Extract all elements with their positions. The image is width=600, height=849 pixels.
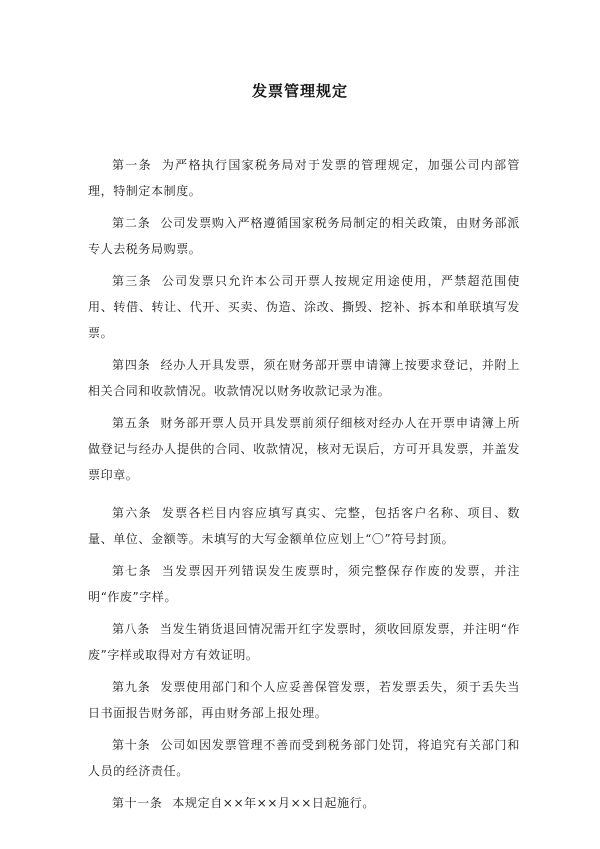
article-text: 本规定自××年××月××日起施行。: [172, 796, 375, 810]
article-8: [88, 616, 520, 668]
article-9: [88, 674, 520, 726]
article-number: 第八条: [112, 622, 150, 636]
article-number: 第二条: [112, 216, 151, 230]
article-text: 为严格执行国家税务局对于发票的管理规定，加强公司内部管理，特制定本制度。: [88, 158, 520, 198]
article-text: 当发票因开列错误发生废票时，须完整保存作废的发票，并注明“作废”字样。: [88, 564, 520, 604]
article-6: [88, 500, 520, 552]
article-1: [88, 152, 520, 204]
article-4: [88, 352, 520, 404]
document-title: 发票管理规定: [251, 82, 348, 100]
article-text: 公司发票只允许本公司开票人按规定用途使用，严禁超范围使用、转借、转让、代开、买卖、伪造、涂改、撕毁、挖补、拆本和单联填写发票。: [88, 274, 520, 340]
article-3: [88, 268, 520, 346]
article-text: 公司如因发票管理不善而受到税务部门处罚，将追究有关部门和人员的经济责任。: [88, 738, 520, 778]
article-number: 第十条: [112, 738, 151, 752]
article-text: 发票各栏目内容应填写真实、完整，包括客户名称、项目、数量、单位、金额等。未填写的大写金额单位应划上“〇”符号封顶。: [88, 506, 520, 546]
article-number: 第四条: [112, 358, 151, 372]
article-2: [88, 210, 520, 262]
article-number: 第九条: [112, 680, 151, 694]
article-number: 第六条: [112, 506, 152, 520]
article-number: 第三条: [112, 274, 152, 288]
article-text: 发票使用部门和个人应妥善保管发票，若发票丢失，须于丢失当日书面报告财务部，再由财务部上报处理。: [88, 680, 520, 720]
article-11: [88, 790, 520, 816]
article-10: [88, 732, 520, 784]
article-text: 当发生销货退回情况需开红字发票时，须收回原发票，并注明“作废”字样或取得对方有效证明。: [88, 622, 520, 662]
article-5: [88, 410, 520, 488]
article-list: [88, 152, 520, 822]
article-text: 经办人开具发票，须在财务部开票申请簿上按要求登记，并附上相关合同和收款情况。收款情况以财务收款记录为准。: [88, 358, 520, 398]
article-text: 财务部开票人员开具发票前须仔细核对经办人在开票申请簿上所做登记与经办人提供的合同、收款情况，核对无误后，方可开具发票，并盖发票印章。: [88, 416, 520, 482]
article-7: [88, 558, 520, 610]
article-number: 第十一条: [112, 796, 163, 810]
article-text: 公司发票购入严格遵循国家税务局制定的相关政策，由财务部派专人去税务局购票。: [88, 216, 520, 256]
article-number: 第五条: [112, 416, 151, 430]
article-number: 第七条: [112, 564, 152, 578]
article-number: 第一条: [112, 158, 152, 172]
